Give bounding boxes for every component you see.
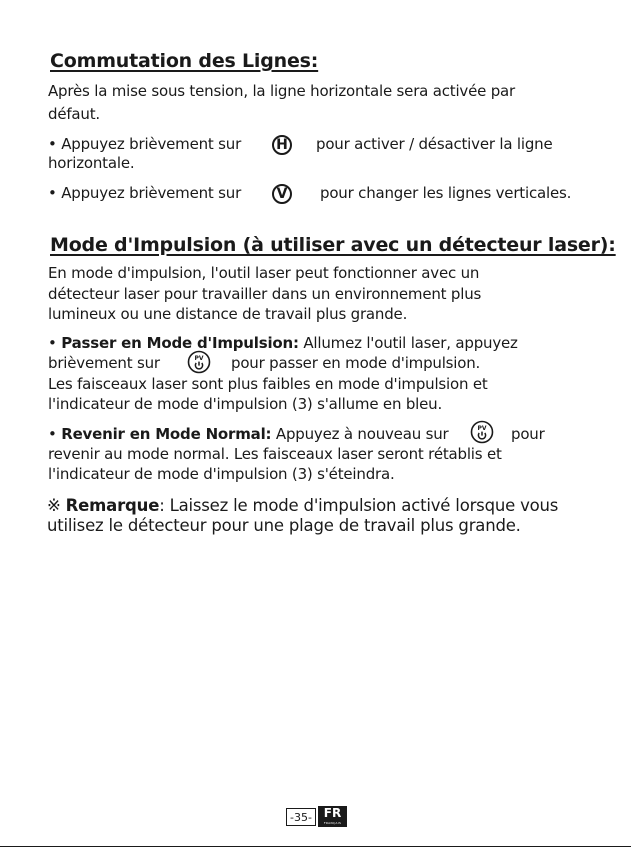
pv-label: PV: [477, 425, 487, 432]
remark-label: Remarque: [65, 496, 160, 515]
section-heading-pulse-mode: Mode d'Impulsion (à utiliser avec un détecteur laser):: [50, 234, 616, 256]
h-button-letter: H: [276, 137, 288, 153]
remark-text: : Laissez le mode d'impulsion activé lorsque vous: [159, 496, 559, 515]
bottom-divider: [0, 846, 631, 847]
pulse-power-button-icon: [470, 420, 494, 444]
language-code: FR: [323, 806, 342, 820]
bullet-marker: •: [48, 425, 62, 443]
bullet-enter-pulse-mode: [48, 334, 518, 352]
bullet-h-prefix: • Appuyez brièvement sur: [48, 135, 242, 153]
v-button-letter: V: [276, 186, 288, 202]
bullet-enter-line2-prefix: brièvement sur: [48, 354, 160, 372]
paragraph-line: l'indicateur de mode d'impulsion (3) s'allume en bleu.: [48, 395, 443, 413]
bullet-h-line2: horizontale.: [48, 154, 135, 172]
bullet-v-prefix: • Appuyez brièvement sur: [48, 184, 242, 202]
pv-label: PV: [194, 355, 204, 362]
language-tab: [318, 806, 347, 827]
bullet-v-suffix: pour changer les lignes verticales.: [320, 184, 572, 202]
bullet-return-suffix: pour: [511, 425, 545, 443]
paragraph-line: Les faisceaux laser sont plus faibles en mode d'impulsion et: [48, 375, 488, 393]
paragraph-line: En mode d'impulsion, l'outil laser peut fonctionner avec un: [48, 264, 480, 282]
page-number: -35-: [286, 808, 316, 826]
paragraph-line: revenir au mode normal. Les faisceaux laser seront rétablis et: [48, 445, 502, 463]
bullet-bold-title: Passer en Mode d'Impulsion:: [61, 334, 299, 352]
paragraph-line: défaut.: [48, 105, 100, 123]
bullet-bold-title: Revenir en Mode Normal:: [61, 425, 272, 443]
section-heading-line-switching: Commutation des Lignes:: [50, 50, 319, 72]
paragraph-line: l'indicateur de mode d'impulsion (3) s'éteindra.: [48, 465, 395, 483]
bullet-h-suffix: pour activer / désactiver la ligne: [316, 135, 553, 153]
pulse-power-button-icon: [187, 350, 211, 374]
bullet-enter-line2-suffix: pour passer en mode d'impulsion.: [231, 354, 481, 372]
remark-symbol: ※: [47, 496, 66, 515]
remark-line1: [47, 496, 558, 515]
paragraph-line: lumineux ou une distance de travail plus grande.: [48, 305, 408, 323]
bullet-text: Appuyez à nouveau sur: [271, 425, 449, 443]
paragraph-line: détecteur laser pour travailler dans un environnement plus: [48, 285, 482, 303]
bullet-return-normal-mode: [48, 425, 448, 443]
h-button-icon: [272, 135, 292, 155]
paragraph-line: Après la mise sous tension, la ligne horizontale sera activée par: [48, 82, 515, 100]
remark-line2: utilisez le détecteur pour une plage de travail plus grande.: [47, 516, 521, 535]
language-name: FRANÇAIS: [323, 821, 342, 825]
bullet-marker: •: [48, 334, 62, 352]
bullet-text: Allumez l'outil laser, appuyez: [298, 334, 518, 352]
v-button-icon: [272, 184, 292, 204]
